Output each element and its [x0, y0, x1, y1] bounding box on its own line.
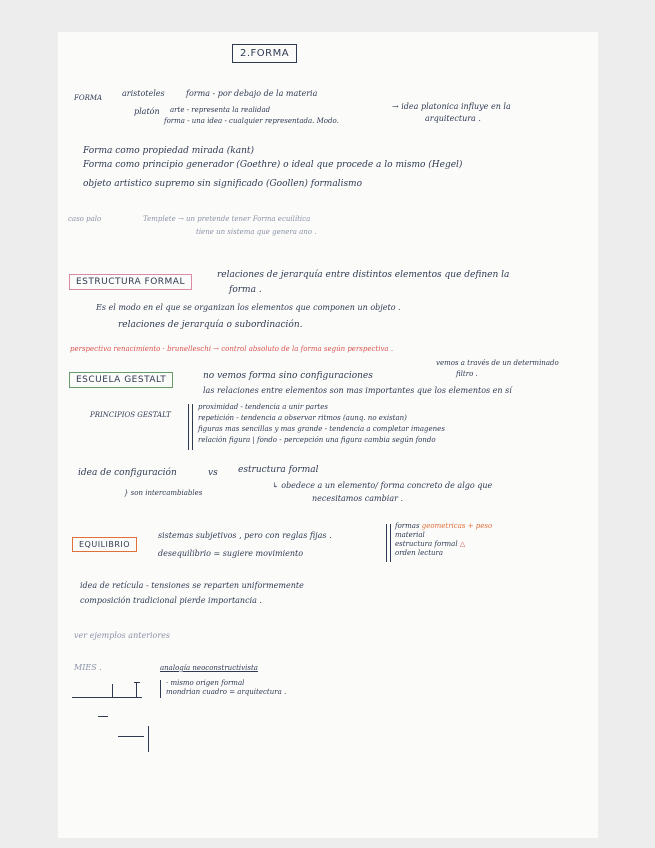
estructura-def-line-1: relaciones de jerarquía entre distintos elementos que definen la: [217, 270, 510, 280]
estructura-def-line-2: forma .: [229, 285, 262, 295]
bracket-line: [386, 524, 387, 562]
configuracion-left: idea de configuración: [78, 468, 177, 478]
platon-note-line-2: arquitectura .: [425, 114, 481, 123]
gestalt-side-note-1: vemos a través de un determinado: [436, 359, 559, 367]
principios-label: PRINCIPIOS GESTALT: [90, 411, 171, 419]
equilibrio-line-1: sistemas subjetivos , pero con reglas fijas .: [158, 531, 332, 540]
equilibrio-box: EQUILIBRIO: [72, 537, 137, 552]
sketch-line: [134, 682, 140, 683]
caso-line-2: tiene un sistema que genera ano .: [196, 228, 317, 236]
configuracion-right-sub-2: necesitamos cambiar .: [312, 494, 403, 503]
kant-line: Forma como propiedad mirada (kant): [83, 146, 255, 156]
caso-label: caso palo: [68, 215, 102, 223]
equilibrio-factor: orden lectura: [395, 549, 444, 557]
page-title: 2.FORMA: [232, 44, 297, 63]
equilibrio-factor: estructura formal △: [395, 540, 466, 548]
sketch-line: [118, 736, 144, 737]
escuela-gestalt-box: ESCUELA GESTALT: [69, 372, 173, 388]
mies-line-1: · mismo origen formal: [166, 679, 245, 687]
goethe-hegel-line: Forma como principio generador (Goethre) o ideal que procede a lo mismo (Hegel): [83, 160, 463, 170]
principio-item: relación figura | fondo - percepción una figura cambia según fondo: [198, 436, 436, 444]
mies-line-2: mondrian cuadro = arquitectura .: [166, 688, 287, 696]
ejemplos-note: ver ejemplos anteriores: [74, 631, 171, 640]
bracket-line: [390, 524, 391, 562]
estructura-line-1: Es el modo en el que se organizan los elementos que componen un objeto .: [96, 303, 401, 312]
sketch-line: [112, 684, 113, 697]
gestalt-side-note-2: filtro .: [456, 370, 478, 378]
aristoteles-label: aristoteles: [122, 89, 165, 98]
configuracion-vs: vs: [208, 468, 218, 478]
forma-label: FORMA: [74, 94, 103, 102]
configuracion-left-sub: } son intercambiables: [124, 489, 203, 497]
platon-line-1: arte - representa la realidad: [170, 106, 271, 114]
reticula-line-2: composición tradicional pierde importancia .: [80, 596, 262, 605]
gestalt-line-2: las relaciones entre elementos son mas importantes que los elementos en sí: [203, 386, 512, 395]
formalismo-line: objeto artistico supremo sin significado (Goollen) formalismo: [83, 179, 363, 189]
equilibrio-line-2: desequilibrio = sugiere movimiento: [158, 549, 304, 558]
perspectiva-note: perspectiva renacimiento · brunelleschi → control absoluto de la forma según perspectiva .: [70, 345, 394, 353]
configuracion-right-sub-1: ↳ obedece a un elemento/ forma concreto de algo que: [272, 481, 493, 490]
platon-line-2: forma - una idea - cualquier representada. Modo.: [164, 117, 339, 125]
principio-item: proximidad - tendencia a unir partes: [198, 403, 328, 411]
reticula-line-1: idea de retícula - tensiones se reparten uniformemente: [80, 581, 304, 590]
platon-note-line-1: → idea platonica influye en la: [392, 102, 511, 111]
configuracion-right: estructura formal: [238, 465, 319, 475]
estructura-formal-box: ESTRUCTURA FORMAL: [69, 274, 192, 290]
sketch-line: [148, 726, 149, 752]
mies-analogia: analogía neoconstructivista: [160, 664, 258, 672]
aristoteles-definition: forma - por debajo de la materia: [186, 89, 318, 98]
caso-line-1: Templete → un pretende tener Forma ecuilítica: [143, 215, 311, 223]
sketch-line: [98, 716, 108, 717]
equilibrio-factor: material: [395, 531, 425, 539]
sketch-line: [72, 697, 142, 698]
bracket-line: [160, 680, 161, 698]
gestalt-line-1: no vemos forma sino configuraciones: [203, 371, 373, 381]
principio-item: repetición - tendencia a observar ritmos (aunq. no existan): [198, 414, 407, 422]
sketch-line: [136, 682, 137, 697]
estructura-line-2: relaciones de jerarquía o subordinación.: [118, 320, 303, 330]
mies-label: MIES .: [74, 663, 102, 672]
bracket-line: [192, 404, 193, 450]
platon-label: platón: [134, 107, 160, 116]
equilibrio-factor: formas geometricas + peso: [395, 522, 493, 530]
bracket-line: [188, 404, 189, 450]
principio-item: figuras mas sencillas y mas grande - tendencia a completar imagenes: [198, 425, 445, 433]
